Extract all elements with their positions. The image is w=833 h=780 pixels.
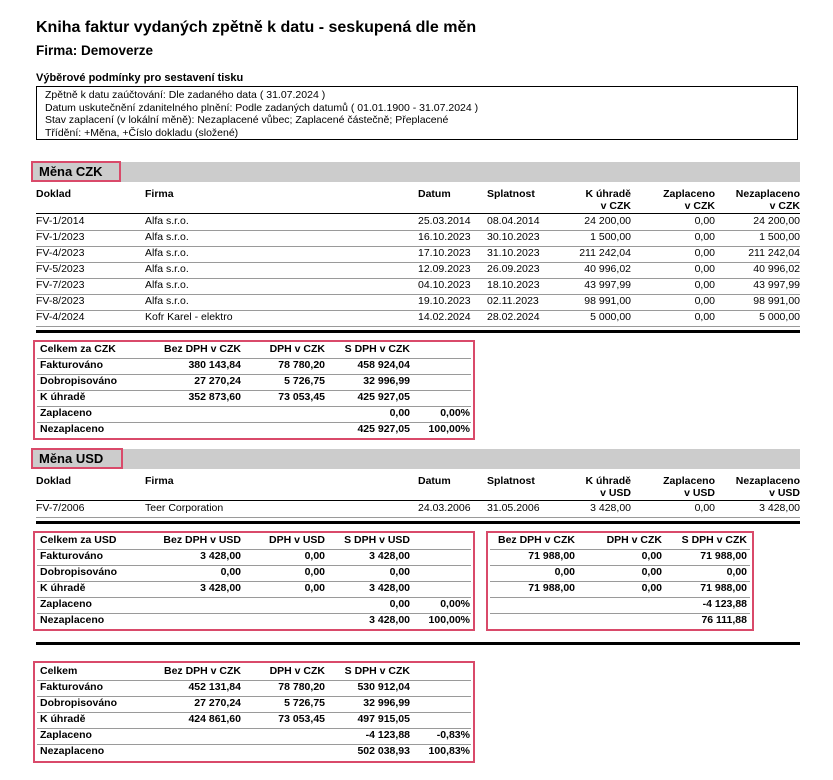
summary-label: Dobropisováno [40, 375, 118, 387]
summary-line [490, 581, 750, 582]
summary-line [37, 597, 471, 598]
summary-percent: 100,00% [428, 614, 470, 626]
cell-splatnost: 30.10.2023 [487, 231, 540, 243]
cell-splatnost: 02.11.2023 [487, 295, 539, 307]
summary-header: DPH v CZK [269, 343, 325, 355]
cell-nezaplaceno: 3 428,00 [759, 502, 800, 514]
summary-bez-dph: 71 988,00 [528, 550, 575, 562]
condition-line: Zpětně k datu zaúčtování: Dle zadaného data ( 31.07.2024 ) [45, 89, 326, 101]
summary-line [37, 680, 471, 681]
section-divider [36, 521, 800, 524]
currency-label-usd: Měna USD [31, 448, 123, 469]
cell-datum: 17.10.2023 [418, 247, 471, 259]
summary-header: Celkem za CZK [40, 343, 116, 355]
cell-nezaplaceno: 43 997,99 [753, 279, 800, 291]
summary-dph: 78 780,20 [278, 681, 325, 693]
summary-percent: 100,83% [428, 745, 470, 757]
col-firma: Firma [145, 188, 174, 200]
summary-dph: 78 780,20 [278, 359, 325, 371]
summary-dph: 0,00 [304, 550, 325, 562]
cell-doklad: FV-7/2023 [36, 279, 85, 291]
col-datum: Datum [418, 188, 451, 200]
cell-doklad: FV-8/2023 [36, 295, 85, 307]
summary-line [37, 744, 471, 745]
conditions-box [36, 86, 798, 140]
cell-nezaplaceno: 1 500,00 [759, 231, 800, 243]
summary-label: Fakturováno [40, 550, 104, 562]
cell-firma: Alfa s.r.o. [145, 247, 189, 259]
summary-line [490, 613, 750, 614]
summary-header: Celkem [40, 665, 78, 677]
row-line [36, 517, 800, 518]
summary-bez-dph: 380 143,84 [188, 359, 241, 371]
cell-nezaplaceno: 98 991,00 [753, 295, 800, 307]
cell-datum: 24.03.2006 [418, 502, 471, 514]
summary-line [37, 613, 471, 614]
summary-s-dph: -4 123,88 [365, 729, 410, 741]
summary-header: S DPH v CZK [344, 665, 410, 677]
summary-s-dph: 0,00 [389, 598, 410, 610]
cell-firma: Alfa s.r.o. [145, 263, 189, 275]
summary-bez-dph: 27 270,24 [194, 697, 241, 709]
currency-label-czk: Měna CZK [31, 161, 121, 182]
summary-bez-dph: 27 270,24 [194, 375, 241, 387]
summary-s-dph: 0,00 [726, 566, 747, 578]
summary-percent: 0,00% [440, 598, 470, 610]
summary-s-dph: 3 428,00 [369, 550, 410, 562]
summary-label: K úhradě [40, 391, 86, 403]
cell-firma: Alfa s.r.o. [145, 231, 189, 243]
cell-zaplaceno: 0,00 [694, 247, 715, 259]
col-nezaplaceno: Nezaplaceno v CZK [735, 188, 800, 212]
cell-doklad: FV-7/2006 [36, 502, 85, 514]
summary-header: Bez DPH v USD [163, 534, 241, 546]
col-splatnost: Splatnost [487, 188, 535, 200]
cell-datum: 12.09.2023 [418, 263, 471, 275]
cell-zaplaceno: 0,00 [694, 263, 715, 275]
cell-zaplaceno: 0,00 [694, 279, 715, 291]
section-divider [36, 642, 800, 645]
summary-header: Bez DPH v CZK [497, 534, 575, 546]
cell-nezaplaceno: 211 242,04 [748, 247, 800, 259]
cell-doklad: FV-1/2014 [36, 215, 85, 227]
cell-firma: Alfa s.r.o. [145, 295, 189, 307]
cell-doklad: FV-4/2024 [36, 311, 85, 323]
summary-line [490, 565, 750, 566]
col-zaplaceno: Zaplaceno v CZK [663, 188, 715, 212]
cell-firma: Alfa s.r.o. [145, 279, 189, 291]
summary-header: Celkem za USD [40, 534, 117, 546]
cell-k-uhrade: 40 996,02 [584, 263, 631, 275]
cell-k-uhrade: 3 428,00 [590, 502, 631, 514]
summary-header: S DPH v USD [344, 534, 410, 546]
col-k-uhrade: K úhradě v USD [585, 475, 631, 499]
condition-line: Datum uskutečnění zdanitelného plnění: Podle zadaných datumů ( 01.01.1900 - 31.07.2024 ) [45, 101, 479, 114]
summary-dph: 73 053,45 [278, 391, 325, 403]
summary-bez-dph: 71 988,00 [528, 582, 575, 594]
summary-bez-dph: 0,00 [220, 566, 241, 578]
summary-label: Zaplaceno [40, 729, 92, 741]
summary-label: Dobropisováno [40, 566, 118, 578]
cell-k-uhrade: 43 997,99 [584, 279, 631, 291]
summary-label: Fakturováno [40, 359, 104, 371]
row-line [36, 326, 800, 327]
cell-splatnost: 31.10.2023 [487, 247, 540, 259]
condition-line: Třídění: +Měna, +Číslo dokladu (složené) [45, 126, 239, 139]
summary-dph: 5 726,75 [284, 375, 325, 387]
summary-bez-dph: 424 861,60 [188, 713, 241, 725]
summary-s-dph: 3 428,00 [369, 582, 410, 594]
summary-label: Nezaplaceno [40, 745, 105, 757]
cell-doklad: FV-4/2023 [36, 247, 85, 259]
summary-s-dph: 76 111,88 [701, 614, 747, 626]
summary-label: K úhradě [40, 582, 86, 594]
summary-s-dph: 3 428,00 [369, 614, 410, 626]
summary-header: S DPH v CZK [681, 534, 747, 546]
summary-s-dph: 425 927,05 [357, 391, 410, 403]
col-datum: Datum [418, 475, 451, 487]
cell-datum: 14.02.2024 [418, 311, 471, 323]
summary-line [37, 374, 471, 375]
summary-line [37, 390, 471, 391]
summary-header: DPH v USD [268, 534, 325, 546]
cell-zaplaceno: 0,00 [694, 231, 715, 243]
summary-s-dph: 71 988,00 [700, 582, 747, 594]
summary-s-dph: 32 996,99 [363, 697, 410, 709]
cell-datum: 25.03.2014 [418, 215, 471, 227]
summary-s-dph: 71 988,00 [700, 550, 747, 562]
cell-splatnost: 31.05.2006 [487, 502, 540, 514]
summary-label: Nezaplaceno [40, 423, 105, 435]
summary-dph: 0,00 [641, 582, 662, 594]
conditions-heading: Výběrové podmínky pro sestavení tisku [36, 72, 244, 84]
summary-dph: 0,00 [641, 550, 662, 562]
summary-percent: 0,00% [440, 407, 470, 419]
cell-k-uhrade: 211 242,04 [579, 247, 631, 259]
col-splatnost: Splatnost [487, 475, 535, 487]
summary-line [490, 549, 750, 550]
summary-header: Bez DPH v CZK [163, 665, 241, 677]
col-doklad: Doklad [36, 188, 72, 200]
summary-line [37, 358, 471, 359]
cell-datum: 16.10.2023 [418, 231, 471, 243]
summary-s-dph: 425 927,05 [357, 423, 410, 435]
summary-s-dph: 530 912,04 [357, 681, 410, 693]
summary-line [37, 696, 471, 697]
summary-line [37, 406, 471, 407]
summary-s-dph: 32 996,99 [363, 375, 410, 387]
col-zaplaceno: Zaplaceno v USD [663, 475, 715, 499]
summary-label: Dobropisováno [40, 697, 118, 709]
cell-nezaplaceno: 40 996,02 [753, 263, 800, 275]
summary-line [37, 565, 471, 566]
summary-bez-dph: 3 428,00 [200, 582, 241, 594]
summary-dph: 0,00 [304, 566, 325, 578]
cell-k-uhrade: 98 991,00 [584, 295, 631, 307]
cell-zaplaceno: 0,00 [694, 215, 715, 227]
col-doklad: Doklad [36, 475, 72, 487]
summary-dph: 5 726,75 [284, 697, 325, 709]
summary-line [37, 422, 471, 423]
cell-k-uhrade: 1 500,00 [590, 231, 631, 243]
summary-s-dph: 502 038,93 [357, 745, 410, 757]
summary-line [37, 549, 471, 550]
summary-label: Zaplaceno [40, 598, 92, 610]
summary-label: K úhradě [40, 713, 86, 725]
divider [36, 213, 800, 214]
cell-datum: 04.10.2023 [418, 279, 471, 291]
summary-header: DPH v CZK [269, 665, 325, 677]
cell-splatnost: 18.10.2023 [487, 279, 540, 291]
summary-percent: 100,00% [428, 423, 470, 435]
summary-s-dph: 0,00 [389, 407, 410, 419]
company-name: Firma: Demoverze [36, 43, 154, 58]
report-title: Kniha faktur vydaných zpětně k datu - seskupená dle měn [36, 19, 477, 36]
cell-firma: Alfa s.r.o. [145, 215, 189, 227]
summary-s-dph: 0,00 [389, 566, 410, 578]
summary-bez-dph: 452 131,84 [188, 681, 241, 693]
col-firma: Firma [145, 475, 174, 487]
summary-dph: 0,00 [304, 582, 325, 594]
summary-header: DPH v CZK [606, 534, 662, 546]
summary-bez-dph: 352 873,60 [188, 391, 241, 403]
cell-zaplaceno: 0,00 [694, 295, 715, 307]
cell-splatnost: 28.02.2024 [487, 311, 540, 323]
summary-line [37, 728, 471, 729]
usd-band [36, 449, 800, 469]
section-divider [36, 330, 800, 333]
summary-label: Nezaplaceno [40, 614, 105, 626]
summary-header: S DPH v CZK [344, 343, 410, 355]
summary-line [37, 581, 471, 582]
cell-k-uhrade: 24 200,00 [584, 215, 631, 227]
summary-s-dph: 497 915,05 [357, 713, 410, 725]
summary-bez-dph: 0,00 [554, 566, 575, 578]
cell-zaplaceno: 0,00 [694, 502, 715, 514]
cell-splatnost: 26.09.2023 [487, 263, 540, 275]
summary-line [490, 597, 750, 598]
summary-s-dph: -4 123,88 [702, 598, 747, 610]
czk-band [36, 162, 800, 182]
cell-firma: Teer Corporation [145, 502, 224, 514]
cell-zaplaceno: 0,00 [694, 311, 715, 323]
divider [36, 500, 800, 501]
summary-line [37, 712, 471, 713]
cell-k-uhrade: 5 000,00 [590, 311, 631, 323]
cell-firma: Kofr Karel - elektro [145, 311, 233, 323]
condition-line: Stav zaplacení (v lokální měně): Nezaplacené vůbec; Zaplacené částečně; Přeplacené [45, 114, 449, 127]
cell-doklad: FV-5/2023 [36, 263, 85, 275]
summary-dph: 0,00 [641, 566, 662, 578]
summary-header: Bez DPH v CZK [163, 343, 241, 355]
cell-nezaplaceno: 24 200,00 [753, 215, 800, 227]
summary-label: Fakturováno [40, 681, 104, 693]
summary-label: Zaplaceno [40, 407, 92, 419]
cell-splatnost: 08.04.2014 [487, 215, 540, 227]
cell-nezaplaceno: 5 000,00 [759, 311, 800, 323]
summary-percent: -0,83% [436, 729, 470, 741]
col-nezaplaceno: Nezaplaceno v USD [735, 475, 800, 499]
cell-datum: 19.10.2023 [418, 295, 471, 307]
cell-doklad: FV-1/2023 [36, 231, 85, 243]
summary-s-dph: 458 924,04 [357, 359, 410, 371]
summary-dph: 73 053,45 [278, 713, 325, 725]
summary-bez-dph: 3 428,00 [200, 550, 241, 562]
col-k-uhrade: K úhradě v CZK [585, 188, 631, 212]
